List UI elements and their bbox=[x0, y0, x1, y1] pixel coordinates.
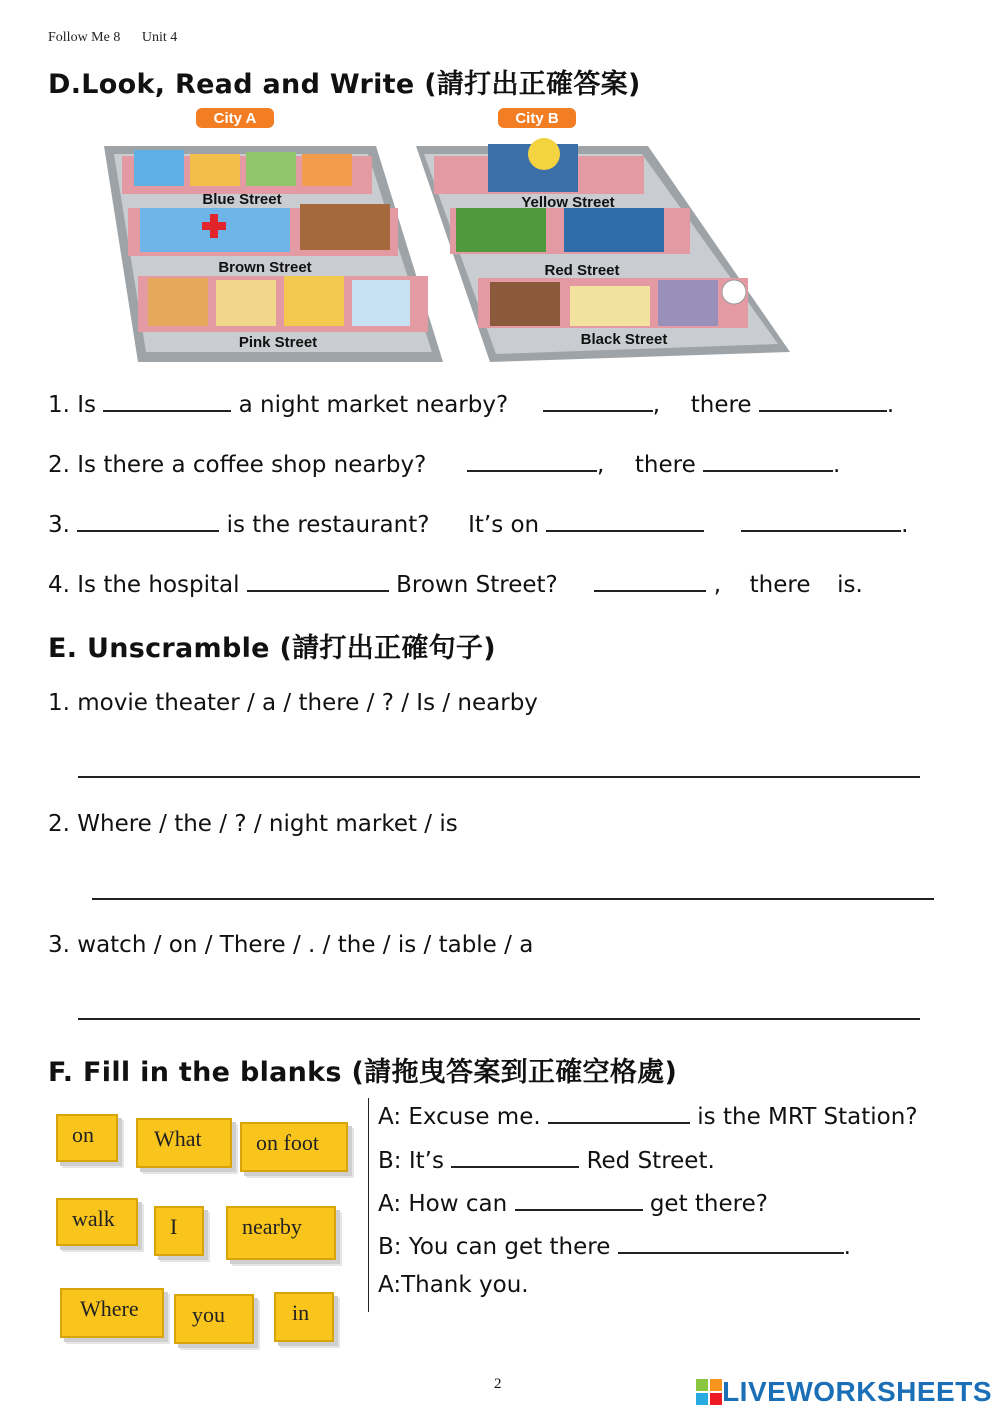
question-text: a night market nearby? bbox=[238, 392, 509, 418]
question-text: 2. Is there a coffee shop nearby? bbox=[48, 452, 427, 478]
question-text: , bbox=[713, 572, 721, 598]
drop-blank[interactable] bbox=[515, 1187, 643, 1211]
word-tile-on[interactable]: on bbox=[56, 1114, 118, 1162]
answer-blank[interactable] bbox=[103, 388, 231, 412]
word-tile-where[interactable]: Where bbox=[60, 1288, 164, 1338]
shop-building bbox=[302, 154, 352, 186]
liveworksheets-logo-icon bbox=[696, 1379, 722, 1405]
building bbox=[216, 280, 276, 326]
building bbox=[148, 278, 208, 326]
question-text: 1. Is bbox=[48, 392, 97, 418]
section-d-title: D.Look, Read and Write (請打出正確答案) bbox=[48, 69, 641, 100]
street-label-black: Black Street bbox=[580, 331, 668, 348]
unscramble-item-2: 2. Where / the / ? / night market / is bbox=[48, 811, 458, 837]
cafe-tables bbox=[570, 286, 650, 326]
restaurant-sign-icon bbox=[528, 138, 560, 170]
dialogue-text: B: It’s bbox=[378, 1148, 444, 1174]
question-text: . bbox=[833, 452, 841, 478]
dialogue-text: B: You can get there bbox=[378, 1234, 611, 1260]
answer-blank[interactable] bbox=[759, 388, 887, 412]
question-2 bbox=[48, 448, 840, 478]
answer-line-1[interactable] bbox=[78, 776, 920, 778]
answer-blank[interactable] bbox=[741, 508, 901, 532]
question-text: . bbox=[901, 512, 909, 538]
word-tile-i[interactable]: I bbox=[154, 1206, 204, 1256]
answer-blank[interactable] bbox=[247, 568, 389, 592]
question-text: , bbox=[652, 392, 661, 418]
question-text: 4. Is the hospital bbox=[48, 572, 240, 598]
street-label-blue: Blue Street bbox=[202, 191, 282, 208]
question-text: is. bbox=[837, 572, 863, 598]
liveworksheets-wordmark: LIVEWORKSHEETS bbox=[722, 1376, 992, 1407]
dialogue-line-3 bbox=[378, 1187, 768, 1217]
city-map-illustration bbox=[98, 104, 798, 366]
answer-blank[interactable] bbox=[703, 448, 833, 472]
liveworksheets-logo bbox=[696, 1376, 992, 1408]
question-4 bbox=[48, 568, 863, 598]
city-a-label: City A bbox=[213, 110, 257, 127]
book-title: Follow Me 8 bbox=[48, 30, 121, 45]
dialogue-text: A: Excuse me. bbox=[378, 1104, 541, 1130]
word-tile-you[interactable]: you bbox=[174, 1294, 254, 1344]
unscramble-item-1: 1. movie theater / a / there / ? / Is / nearby bbox=[48, 690, 538, 716]
shop-building bbox=[190, 154, 240, 186]
mascot-icon bbox=[722, 280, 746, 304]
drop-blank[interactable] bbox=[451, 1144, 579, 1168]
question-1 bbox=[48, 388, 894, 418]
shop-building bbox=[134, 150, 184, 186]
dialogue-text: Red Street. bbox=[586, 1148, 715, 1174]
question-text: there bbox=[690, 392, 752, 418]
building bbox=[352, 280, 410, 326]
question-text: there bbox=[634, 452, 696, 478]
answer-blank[interactable] bbox=[467, 448, 597, 472]
street-label-red: Red Street bbox=[544, 262, 620, 279]
building bbox=[300, 204, 390, 250]
dialogue-text: . bbox=[843, 1234, 851, 1260]
building bbox=[658, 280, 718, 326]
page-number: 2 bbox=[494, 1376, 502, 1392]
section-f-title: F. Fill in the blanks (請拖曳答案到正確空格處) bbox=[48, 1057, 678, 1088]
word-tile-walk[interactable]: walk bbox=[56, 1198, 138, 1246]
question-3 bbox=[48, 508, 908, 538]
city-b-label: City B bbox=[515, 110, 559, 127]
dialogue-line-2 bbox=[378, 1144, 715, 1174]
question-text: there bbox=[749, 572, 811, 598]
park bbox=[456, 208, 546, 252]
section-e-title: E. Unscramble (請打出正確句子) bbox=[48, 633, 496, 664]
question-text: It’s on bbox=[468, 512, 540, 538]
unscramble-item-3: 3. watch / on / There / . / the / is / table / a bbox=[48, 932, 534, 958]
street-label-brown: Brown Street bbox=[218, 259, 312, 276]
question-text: . bbox=[886, 392, 895, 418]
answer-blank[interactable] bbox=[77, 508, 219, 532]
street-label-yellow: Yellow Street bbox=[521, 194, 615, 211]
question-text: , bbox=[596, 452, 605, 478]
page-header bbox=[48, 30, 177, 46]
unit-label: Unit 4 bbox=[141, 30, 178, 45]
answer-line-2[interactable] bbox=[92, 898, 934, 900]
answer-blank[interactable] bbox=[594, 568, 706, 592]
answer-blank[interactable] bbox=[546, 508, 704, 532]
drop-blank[interactable] bbox=[618, 1230, 844, 1254]
drop-blank[interactable] bbox=[548, 1100, 690, 1124]
dialogue-text: is the MRT Station? bbox=[697, 1104, 918, 1130]
word-tile-in[interactable]: in bbox=[274, 1292, 334, 1342]
dialogue-text: A: How can bbox=[378, 1191, 508, 1217]
dialogue-text: get there? bbox=[649, 1191, 768, 1217]
coffee-shop-building bbox=[490, 282, 560, 326]
answer-line-3[interactable] bbox=[78, 1018, 920, 1020]
hospital-cross-icon bbox=[202, 222, 226, 230]
dialogue-line-1 bbox=[378, 1100, 918, 1130]
dialogue-divider bbox=[368, 1098, 369, 1312]
answer-blank[interactable] bbox=[543, 388, 653, 412]
question-text: 3. bbox=[48, 512, 70, 538]
street-label-pink: Pink Street bbox=[238, 334, 318, 351]
word-tile-nearby[interactable]: nearby bbox=[226, 1206, 336, 1260]
shop-building bbox=[246, 152, 296, 186]
movie-theater-building bbox=[564, 208, 664, 252]
question-text: Brown Street? bbox=[396, 572, 558, 598]
word-tile-what[interactable]: What bbox=[136, 1118, 232, 1168]
question-text: is the restaurant? bbox=[226, 512, 430, 538]
building bbox=[284, 276, 344, 326]
word-tile-on-foot[interactable]: on foot bbox=[240, 1122, 348, 1172]
dialogue-line-5: A:Thank you. bbox=[378, 1272, 529, 1298]
dialogue-line-4 bbox=[378, 1230, 851, 1260]
